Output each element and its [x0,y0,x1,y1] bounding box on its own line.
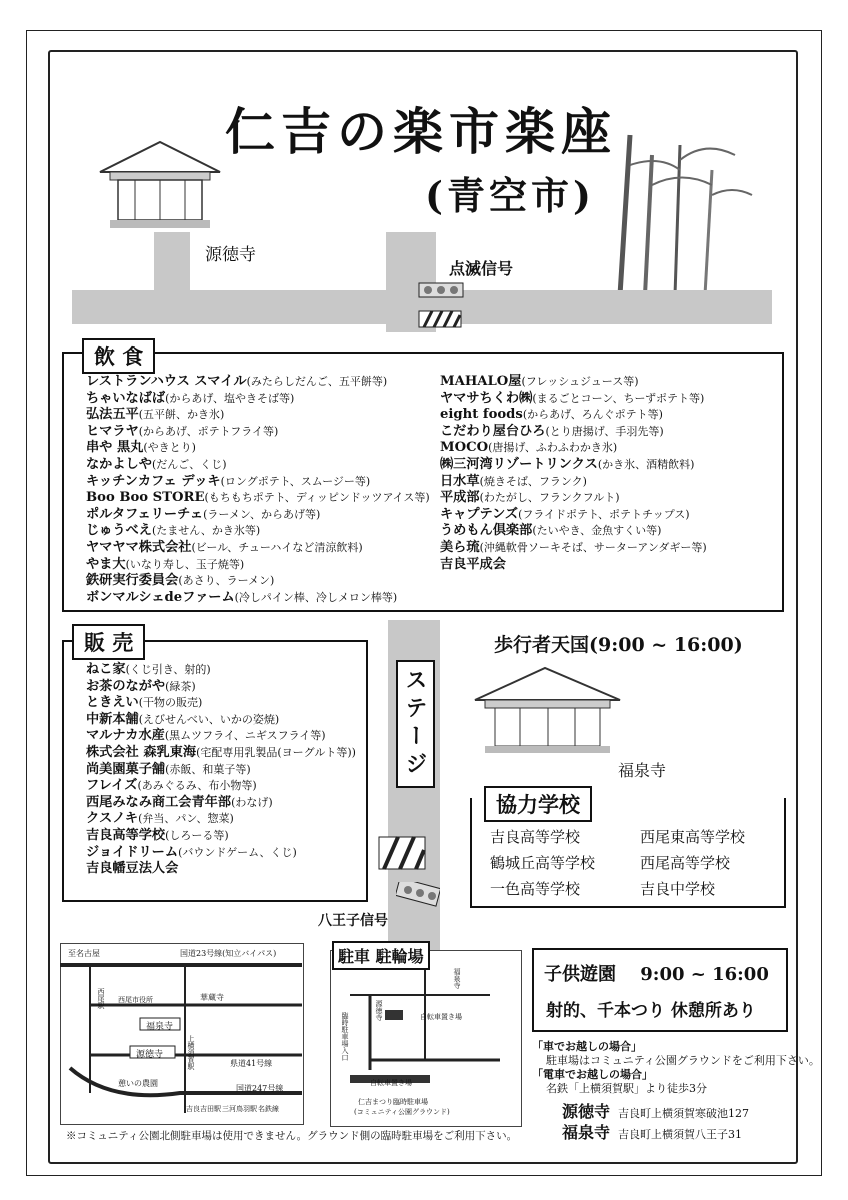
list-item [86,522,430,539]
vendor-items: (ロングポテト、スムージー等) [220,474,371,488]
list-item [86,827,356,844]
list-item [440,489,707,506]
schools-right [640,824,745,902]
sales-header: 販 売 [72,624,145,660]
vendor-items: (からあげ、塩やきそば等) [165,391,295,405]
stage-label: ステージ [396,660,435,788]
temple-name: 福泉寺 [562,1123,611,1142]
vendor-items: (宅配専用乳製品(ヨーグルト等)) [196,745,356,759]
list-item [440,439,707,456]
list-item [440,390,707,407]
school-name: 鶴城丘高等学校 [490,854,596,872]
vendor-name: 吉良高等学校 [86,827,166,843]
area-kira-station: 吉良吉田駅 [186,1105,221,1113]
list-item [86,572,430,589]
parking-genmokuji: 源徳寺 [375,1000,383,1021]
vendor-items: (まるごとコーン、ちーずポテト等) [532,391,705,405]
list-item [86,727,356,744]
list-item [86,777,356,794]
vendor-name: やま大 [86,556,126,572]
area-to-nagoya: 至名古屋 [68,949,100,958]
vendor-items: (沖縄軟骨ソーキそば、サーターアンダギー等) [479,540,707,554]
list-item [86,678,356,695]
vendor-name: ジョイドリーム [86,844,179,860]
list-item [86,761,356,778]
parking-header: 駐車 駐輪場 [332,941,430,970]
vendor-name: ヤマサちくわ㈱ [440,390,533,406]
schools-left [490,824,595,902]
bamboo-illustration [600,125,760,295]
area-genmokuji: 源徳寺 [136,1050,164,1060]
list-item [440,506,707,523]
list-item [86,744,356,761]
kids-sub: 射的、千本つり 休憩所あり [546,1001,756,1021]
list-item [86,794,356,811]
list-item [440,456,707,473]
list-item [86,489,430,506]
vendor-items: (くじ引き、射的) [125,663,211,676]
temple-addresses [562,1102,749,1144]
list-item [86,589,430,606]
list-item [440,556,707,573]
kids-label: 子供遊園 [544,964,616,985]
school-name: 一色高等学校 [490,880,581,898]
list-item [86,439,430,456]
vendor-items: (えびせんべい、いかの姿焼) [138,712,280,726]
vendor-name: ちゃいなばば [86,390,166,406]
genmokuji-map-label: 源徳寺 [205,245,256,265]
list-item [86,711,356,728]
barricade-icon-2 [378,836,426,870]
vendor-items: (干物の販売) [138,696,203,710]
list-item [86,694,356,711]
temple-row [562,1102,749,1123]
vendor-name: 日水草 [440,473,480,489]
vendor-name: 平成部 [440,490,480,506]
vendor-name: ヤマヤマ株式会社 [86,539,192,555]
vendor-items: (フレッシュジュース等) [521,375,639,388]
vendor-items: (みたらしだんご、五平餅等) [246,375,388,388]
page-title: 仁吉の楽市楽座 [225,102,617,161]
vendor-name: ねこ家 [86,662,126,677]
vendor-name: 吉良平成会 [440,556,506,572]
vendor-items: (たません、かき氷等) [151,524,261,538]
school-name: 西尾高等学校 [640,854,731,872]
kids-heading [544,960,769,986]
vendor-name: MAHALO屋 [440,374,522,389]
vendor-items: (ラーメン、からあげ等) [203,507,321,521]
area-nishio-station: 西尾駅 [97,988,105,1009]
vendor-items: (わたがし、フランクフルト) [479,491,620,505]
temple-illustration [90,122,230,232]
parking-bicycle2: 自転車置き場 [370,1079,412,1087]
parking-temp: 仁吉まつり臨時駐車場 [358,1098,428,1106]
pedestrian-time: (9:00 ~ 16:00) [589,634,743,656]
list-item [86,473,430,490]
list-item [440,406,707,423]
vendor-items: (もちもちポテト、ディッピンドッツアイス等) [204,491,430,505]
vendor-name: ときえい [86,695,139,711]
vendor-items: (フライドポテト、ポテトチップス) [518,507,690,521]
food-list-right [440,373,707,572]
vendor-items: (やきとり) [143,441,196,455]
area-fishfarm: 憩いの農園 [118,1079,158,1088]
area-map-roads [60,943,302,1123]
car-heading: 「車でお越しの場合」 [532,1040,642,1053]
traffic-signal-icon [418,282,464,298]
area-route23: 国道23号線(知立バイパス) [180,949,277,958]
vendor-name: レストランハウス スマイル [86,374,247,389]
vendor-name: ボンマルシェdeファーム [86,589,235,605]
vendor-items: (唐揚げ、ふわふわかき氷) [488,441,618,455]
school-name: 吉良高等学校 [490,828,581,846]
list-item [440,473,707,490]
parking-community: (コミュニティ公園グラウンド) [354,1108,450,1116]
vendor-name: 尚美園菓子舗 [86,761,166,777]
list-item [86,539,430,556]
vendor-items: (焼きそば、フランク) [479,474,587,488]
list-item [440,522,707,539]
vendor-name: 串や 黒丸 [86,440,144,456]
vendor-items: (かき氷、酒精飲料) [597,457,695,471]
vendor-name: キッチンカフェ デッキ [86,473,221,489]
vendor-name: MOCO [440,440,489,456]
vendor-items: (五平餅、かき氷) [138,408,225,422]
vendor-name: なかよしや [86,456,152,472]
temple-name: 源徳寺 [562,1102,611,1121]
vendor-name: こだわり屋台ひろ [440,423,546,439]
parking-entrance: 臨時駐車場入口 [341,1012,349,1061]
list-item [86,810,356,827]
vendor-items: (あさり、ラーメン) [178,574,275,588]
vendor-name: 鉄研実行委員会 [86,573,179,589]
vendor-name: お茶のながや [86,678,166,694]
list-item [86,423,430,440]
area-kezoji: 華蔵寺 [200,993,224,1002]
temple-address: 吉良町上横須賀八王子31 [618,1128,743,1141]
vendor-name: うめもん倶楽部 [440,523,533,539]
vendor-items: (だんご、くじ) [151,457,227,471]
vendor-items: (ビール、チューハイなど清涼飲料) [191,540,363,554]
list-item [86,506,430,523]
vendor-items: (からあげ、ポテトフライ等) [138,424,279,438]
train-heading: 「電車でお越しの場合」 [532,1068,653,1081]
area-pref247: 国道247号線 [236,1084,284,1093]
vendor-items: (からあげ、ろんぐポテト等) [522,408,663,422]
vendor-items: (赤飯、和菓子等) [165,762,251,776]
school-name: 西尾東高等学校 [640,828,746,846]
fukusenji-temple-illustration [470,660,630,755]
list-item [440,539,707,556]
traffic-signal-icon-2 [396,882,440,910]
flashing-signal-label: 点滅信号 [449,259,514,278]
access-info [532,1040,820,1096]
vendor-items: (弁当、パン、惣菜) [138,812,234,826]
vendor-name: フレイズ [86,778,138,794]
parking-fukusenji: 福泉寺 [453,968,461,989]
vendor-items: (バウンドゲーム、くじ) [178,845,297,859]
vendor-name: 株式会社 森乳東海 [86,744,197,760]
vendor-name: 中新本舗 [86,711,139,727]
list-item [86,406,430,423]
vendor-name: 西尾みなみ商工会青年部 [86,794,232,810]
school-name: 吉良中学校 [640,880,716,898]
vendor-name: マルナカ水産 [86,728,165,744]
food-header: 飲 食 [82,338,155,374]
schools-header: 協力学校 [484,786,592,822]
vendor-items: (しろーる等) [165,828,229,842]
vendor-items: (わなげ) [231,795,273,809]
area-mikawa-toriba: 三河鳥羽駅 [222,1105,257,1113]
vendor-items: (とり唐揚げ、手羽先等) [545,424,664,438]
area-meitetsu: 名鉄線 [258,1105,279,1113]
list-item [86,373,430,390]
list-item [86,661,356,678]
sales-list [86,661,356,877]
list-item [440,423,707,440]
vendor-items: (いなり寿し、玉子焼等) [125,557,245,571]
footnote: ※コミュニティ公園北側駐車場は使用できません。グラウンド側の臨時駐車場をご利用下さい。 [66,1130,518,1142]
barricade-icon [418,310,462,328]
temple-row [562,1123,749,1144]
vendor-name: ポルタフェリーチェ [86,506,204,522]
vendor-name: 美ら琉 [440,539,480,555]
vendor-items: (たいやき、金魚すくい等) [532,524,662,538]
hachioji-signal-label: 八王子信号 [318,913,388,929]
vendor-name: じゅうべえ [86,523,152,539]
area-kamiyokosuka: 上横須賀駅 [187,1035,195,1070]
vendor-name: 弘法五平 [86,407,139,423]
vendor-name: キャプテンズ [440,506,519,522]
vendor-name: eight foods [440,407,523,423]
vendor-name: ㈱三河湾リゾートリンクス [440,456,598,472]
vendor-items: (緑茶) [165,679,196,693]
car-text: 駐車場はコミュニティ公園グラウンドをご利用下さい。 [546,1054,820,1067]
food-list-left [86,373,430,605]
list-item [440,373,707,390]
area-pref41: 県道41号線 [230,1059,273,1068]
vendor-name: Boo Boo STORE [86,490,205,506]
parking-bicycle: 自転車置き場 [420,1013,462,1021]
pedestrian-label: 歩行者天国 [494,634,590,656]
area-fukusenji: 福泉寺 [146,1022,174,1032]
train-text: 名鉄「上横須賀駅」より徒歩3分 [546,1082,707,1095]
vendor-name: 吉良幡豆法人会 [86,861,179,877]
kids-time: 9:00 ~ 16:00 [640,964,769,985]
list-item [86,390,430,407]
list-item [86,860,356,877]
pedestrian-heading [494,630,743,657]
temple-address: 吉良町上横須賀寒破池127 [618,1107,750,1120]
area-city-office: 西尾市役所 [118,996,153,1004]
list-item [86,456,430,473]
vendor-name: クスノキ [86,811,139,827]
fukusenji-map-label: 福泉寺 [618,761,667,780]
page-subtitle: (青空市) [425,173,595,218]
vendor-items: (冷しパイン棒、冷しメロン棒等) [234,590,398,604]
list-item [86,556,430,573]
list-item [86,844,356,861]
vendor-name: ヒマラヤ [86,423,139,439]
vendor-items: (あみぐるみ、布小物等) [137,779,257,793]
vendor-items: (黒ムツフライ、ニギスフライ等) [164,729,326,743]
